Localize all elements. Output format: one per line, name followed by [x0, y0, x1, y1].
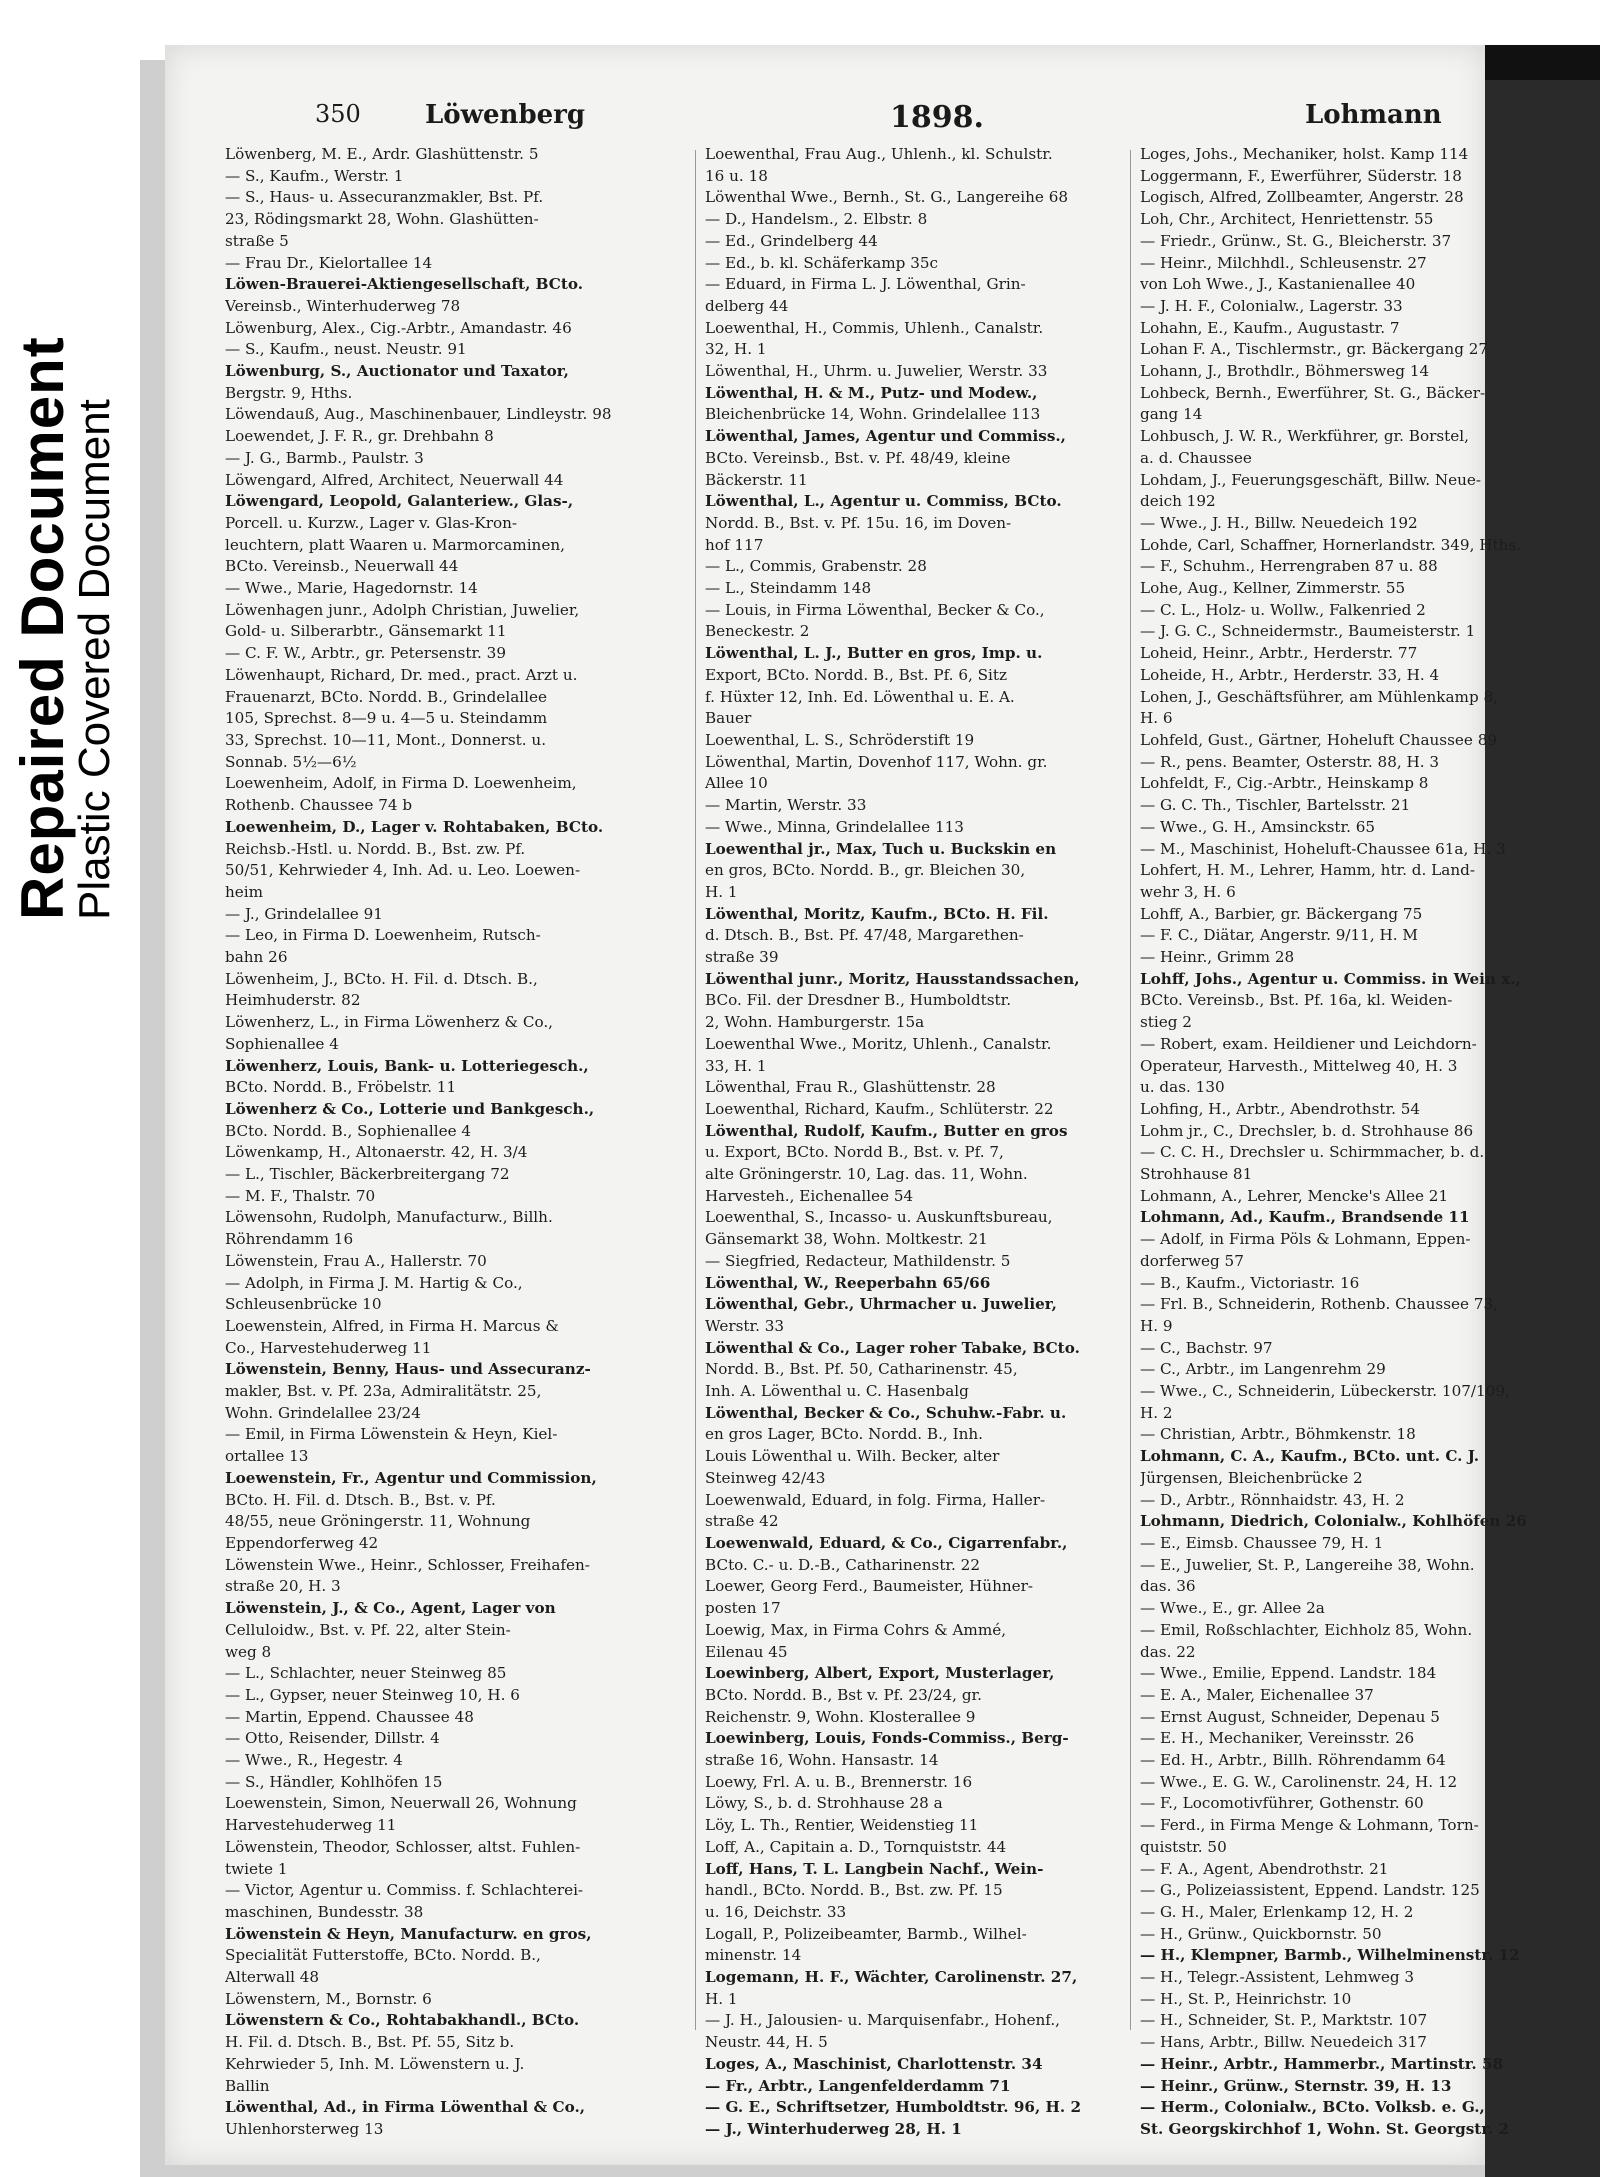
- directory-entry-line: Lohdam, J., Feuerungsgeschäft, Billw. Neue-: [1140, 470, 1482, 489]
- directory-entry-line: Nordd. B., Bst. Pf. 50, Catharinenstr. 45,: [705, 1360, 1018, 1379]
- directory-entry-line: BCto. C.- u. D.-B., Catharinenstr. 22: [705, 1555, 980, 1574]
- directory-entry-line: a. d. Chaussee: [1140, 448, 1252, 467]
- directory-entry-line: — D., Handelsm., 2. Elbstr. 8: [705, 210, 928, 229]
- directory-entry-line: Löwenthal, H., Uhrm. u. Juwelier, Werstr. 33: [705, 362, 1048, 381]
- directory-entry-line: Eppendorferweg 42: [225, 1534, 379, 1552]
- directory-entry-line: — Eduard, in Firma L. J. Löwenthal, Grin-: [705, 275, 1026, 294]
- directory-entry-line: — F. C., Diätar, Angerstr. 9/11, H. M: [1140, 926, 1418, 945]
- directory-entry-line: Löwenthal, Ad., in Firma Löwenthal & Co.,: [225, 2098, 586, 2117]
- directory-entry-line: — Wwe., R., Hegestr. 4: [225, 1751, 403, 1770]
- directory-entry-line: Lohbeck, Bernh., Ewerführer, St. G., Bäcker-: [1140, 383, 1486, 402]
- directory-entry-line: Loewinberg, Louis, Fonds-Commiss., Berg-: [705, 1729, 1069, 1748]
- directory-entry-line: Löwenherz, Louis, Bank- u. Lotteriegesch.,: [225, 1056, 589, 1075]
- directory-entry-line: H. Fil. d. Dtsch. B., Bst. Pf. 55, Sitz b.: [225, 2033, 515, 2052]
- directory-entry-line: Harvesteh., Eichenallee 54: [705, 1186, 914, 1205]
- directory-entry-line: Rothenb. Chaussee 74 b: [225, 796, 413, 815]
- directory-entry-line: — Ed., b. kl. Schäferkamp 35c: [705, 253, 939, 272]
- directory-entry-line: Löwenthal, Gebr., Uhrmacher u. Juwelier,: [705, 1295, 1057, 1314]
- directory-entry-line: Lohde, Carl, Schaffner, Hornerlandstr. 349, Hths.: [1140, 535, 1522, 554]
- directory-entry-line: — S., Händler, Kohlhöfen 15: [225, 1772, 443, 1791]
- directory-entry-line: Löwenthal, Frau R., Glashüttenstr. 28: [705, 1078, 996, 1097]
- directory-entry-line: Logisch, Alfred, Zollbeamter, Angerstr. 28: [1140, 188, 1464, 207]
- directory-entry-line: — G. H., Maler, Erlenkamp 12, H. 2: [1140, 1902, 1414, 1921]
- directory-entry-line: Lohmann, C. A., Kaufm., BCto. unt. C. J.: [1140, 1447, 1480, 1466]
- directory-entry-line: — S., Haus- u. Assecuranzmakler, Bst. Pf.: [225, 188, 544, 207]
- directory-entry-line: Löwengard, Alfred, Architect, Neuerwall 44: [225, 470, 564, 489]
- running-head-left: Löwenberg: [425, 100, 586, 130]
- directory-entry-line: 105, Sprechst. 8—9 u. 4—5 u. Steindamm: [225, 709, 548, 728]
- directory-entry-line: twiete 1: [225, 1859, 288, 1878]
- directory-entry-line: Co., Harvestehuderweg 11: [225, 1338, 432, 1357]
- directory-entry-line: Sonnab. 5½—6½: [225, 752, 357, 771]
- directory-entry-line: u. 16, Deichstr. 33: [705, 1902, 847, 1921]
- directory-entry-line: Loggermann, F., Ewerführer, Süderstr. 18: [1140, 166, 1462, 185]
- directory-entry-line: — E., Eimsb. Chaussee 79, H. 1: [1140, 1534, 1384, 1552]
- directory-entry-line: Lohfeld, Gust., Gärtner, Hoheluft Chaussee 89: [1140, 730, 1498, 749]
- directory-entry-line: Loewendet, J. F. R., gr. Drehbahn 8: [225, 427, 494, 446]
- directory-entry-line: Loewenstein, Fr., Agentur und Commission,: [225, 1468, 597, 1487]
- directory-entry-line: leuchtern, platt Waaren u. Marmorcaminen,: [225, 535, 565, 554]
- directory-entry-line: Loewenwald, Eduard, & Co., Cigarrenfabr.,: [705, 1534, 1068, 1552]
- directory-entry-line: — E. H., Mechaniker, Vereinsstr. 26: [1140, 1729, 1415, 1748]
- directory-entry-line: — Christian, Arbtr., Böhmkenstr. 18: [1140, 1425, 1416, 1444]
- directory-entry-line: Löwenstern, M., Bornstr. 6: [225, 1989, 432, 2008]
- directory-entry-line: Allee 10: [705, 774, 768, 793]
- directory-entry-line: Loewer, Georg Ferd., Baumeister, Hühner-: [705, 1577, 1034, 1596]
- directory-entry-line: 33, Sprechst. 10—11, Mont., Donnerst. u.: [225, 730, 547, 749]
- directory-entry-line: Specialität Futterstoffe, BCto. Nordd. B.,: [225, 1946, 541, 1965]
- directory-entry-line: — L., Tischler, Bäckerbreitergang 72: [225, 1165, 510, 1184]
- directory-entry-line: u. das. 130: [1140, 1078, 1225, 1097]
- directory-entry-line: — F., Locomotivführer, Gothenstr. 60: [1140, 1794, 1424, 1813]
- directory-entry-line: en gros Lager, BCto. Nordd. B., Inh.: [705, 1425, 983, 1444]
- directory-entry-line: Löwenherz & Co., Lotterie und Bankgesch.,: [225, 1099, 595, 1118]
- directory-entry-line: 23, Rödingsmarkt 28, Wohn. Glashütten-: [225, 210, 539, 229]
- scan-edge-top: [1485, 45, 1600, 80]
- directory-entry-line: weg 8: [225, 1642, 272, 1661]
- directory-entry-line: — S., Kaufm., neust. Neustr. 91: [225, 340, 467, 359]
- directory-entry-line: Löwenstein, Benny, Haus- und Assecuranz-: [225, 1360, 591, 1379]
- directory-entry-line: — J. G. C., Schneidermstr., Baumeisterstr. 1: [1140, 622, 1476, 641]
- directory-entry-line: u. Export, BCto. Nordd B., Bst. v. Pf. 7,: [705, 1143, 1004, 1162]
- directory-entry-line: Löwengard, Leopold, Galanteriew., Glas-,: [225, 492, 574, 511]
- directory-entry-line: Loewig, Max, in Firma Cohrs & Ammé,: [705, 1620, 1007, 1639]
- directory-entry-line: Neustr. 44, H. 5: [705, 2033, 828, 2052]
- directory-entry-line: Löwenthal & Co., Lager roher Tabake, BCto.: [705, 1338, 1080, 1357]
- directory-entry-line: Frauenarzt, BCto. Nordd. B., Grindelallee: [225, 687, 547, 706]
- directory-entry-line: — H., Telegr.-Assistent, Lehmweg 3: [1140, 1968, 1415, 1987]
- directory-entry-line: 33, H. 1: [705, 1056, 767, 1075]
- directory-entry-line: Kehrwieder 5, Inh. M. Löwenstern u. J.: [225, 2054, 525, 2073]
- directory-entry-line: — R., pens. Beamter, Osterstr. 88, H. 3: [1140, 752, 1440, 771]
- directory-entry-line: von Loh Wwe., J., Kastanienallee 40: [1140, 275, 1416, 294]
- directory-entry-line: Loheid, Heinr., Arbtr., Herderstr. 77: [1140, 644, 1418, 663]
- directory-entry-line: Inh. A. Löwenthal u. C. Hasenbalg: [705, 1382, 969, 1401]
- directory-entry-line: — Adolf, in Firma Pöls & Lohmann, Eppen-: [1140, 1230, 1471, 1249]
- directory-entry-line: Loewinberg, Albert, Export, Musterlager,: [705, 1664, 1055, 1683]
- column-divider: [695, 150, 696, 2030]
- directory-entry-line: — Heinr., Grimm 28: [1140, 948, 1295, 967]
- directory-entry-line: BCto. Nordd. B., Fröbelstr. 11: [225, 1078, 457, 1097]
- directory-entry-line: Celluloidw., Bst. v. Pf. 22, alter Stein-: [225, 1620, 511, 1639]
- directory-entry-line: deich 192: [1140, 492, 1216, 511]
- directory-entry-line: — C. F. W., Arbtr., gr. Petersenstr. 39: [225, 644, 507, 663]
- directory-entry-line: BCto. H. Fil. d. Dtsch. B., Bst. v. Pf.: [225, 1490, 496, 1509]
- directory-entry-line: — Adolph, in Firma J. M. Hartig & Co.,: [225, 1273, 523, 1292]
- directory-entry-line: Lohahn, E., Kaufm., Augustastr. 7: [1140, 318, 1400, 337]
- directory-entry-line: — Ernst August, Schneider, Depenau 5: [1140, 1707, 1440, 1726]
- directory-entry-line: Löwenstern & Co., Rohtabakhandl., BCto.: [225, 2011, 580, 2030]
- directory-entry-line: — Frau Dr., Kielortallee 14: [225, 253, 433, 272]
- directory-entry-line: stieg 2: [1140, 1013, 1192, 1032]
- directory-column-left: [225, 144, 675, 2141]
- directory-entry-line: — Leo, in Firma D. Loewenheim, Rutsch-: [225, 926, 541, 945]
- directory-entry-line: — H., St. P., Heinrichstr. 10: [1140, 1989, 1352, 2008]
- directory-entry-line: Löwensohn, Rudolph, Manufacturw., Billh.: [225, 1208, 553, 1227]
- directory-entry-line: H. 2: [1140, 1403, 1173, 1422]
- directory-entry-line: straße 39: [705, 948, 779, 967]
- directory-entry-line: makler, Bst. v. Pf. 23a, Admiralitätstr. 25,: [225, 1382, 542, 1401]
- directory-entry-line: dorferweg 57: [1140, 1251, 1244, 1270]
- directory-entry-line: — J. G., Barmb., Paulstr. 3: [225, 448, 424, 467]
- directory-entry-line: — G. C. Th., Tischler, Bartelsstr. 21: [1140, 796, 1411, 815]
- directory-entry-line: Lohfeldt, F., Cig.-Arbtr., Heinskamp 8: [1140, 774, 1429, 793]
- directory-entry-line: Lohfert, H. M., Lehrer, Hamm, htr. d. Land-: [1140, 861, 1475, 880]
- directory-entry-line: — F., Schuhm., Herrengraben 87 u. 88: [1140, 557, 1438, 576]
- directory-entry-line: St. Georgskirchhof 1, Wohn. St. Georgstr. 2: [1140, 2119, 1510, 2138]
- directory-entry-line: 16 u. 18: [705, 166, 768, 185]
- directory-entry-line: Lohff, Johs., Agentur u. Commiss. in Wein x.,: [1140, 969, 1521, 988]
- directory-entry-line: d. Dtsch. B., Bst. Pf. 47/48, Margarethen-: [705, 926, 1024, 945]
- directory-entry-line: — G., Polizeiassistent, Eppend. Landstr. 125: [1140, 1881, 1480, 1900]
- directory-entry-line: Gold- u. Silberarbtr., Gänsemarkt 11: [225, 622, 507, 641]
- directory-entry-line: Logemann, H. F., Wächter, Carolinenstr. 27,: [705, 1968, 1078, 1987]
- directory-entry-line: — Wwe., J. H., Billw. Neuedeich 192: [1140, 513, 1418, 532]
- directory-entry-line: das. 22: [1140, 1642, 1196, 1661]
- plastic-covered-label: Plastic Covered Document: [70, 399, 119, 920]
- directory-entry-line: Harvestehuderweg 11: [225, 1816, 397, 1835]
- directory-entry-line: das. 36: [1140, 1577, 1196, 1596]
- directory-entry-line: Loewenthal, S., Incasso- u. Auskunftsbureau,: [705, 1208, 1053, 1227]
- running-head-right: Lohmann: [1305, 100, 1442, 130]
- directory-entry-line: — Wwe., Emilie, Eppend. Landstr. 184: [1140, 1664, 1437, 1683]
- directory-entry-line: — Wwe., Minna, Grindelallee 113: [705, 817, 964, 836]
- directory-entry-line: Löwenburg, Alex., Cig.-Arbtr., Amandastr. 46: [225, 318, 572, 337]
- directory-entry-line: 50/51, Kehrwieder 4, Inh. Ad. u. Leo. Loewen-: [225, 861, 581, 880]
- directory-entry-line: — C., Arbtr., im Langenrehm 29: [1140, 1360, 1386, 1379]
- directory-entry-line: BCto. Nordd. B., Bst v. Pf. 23/24, gr.: [705, 1685, 982, 1704]
- directory-entry-line: Bleichenbrücke 14, Wohn. Grindelallee 113: [705, 405, 1041, 424]
- directory-entry-line: Werstr. 33: [705, 1316, 785, 1335]
- directory-entry-line: — Wwe., E., gr. Allee 2a: [1140, 1599, 1325, 1618]
- directory-entry-line: Alterwall 48: [225, 1968, 320, 1987]
- directory-entry-line: bahn 26: [225, 948, 288, 967]
- directory-entry-line: minenstr. 14: [705, 1946, 802, 1965]
- directory-entry-line: — G. E., Schriftsetzer, Humboldtstr. 96, H. 2: [705, 2098, 1082, 2117]
- directory-entry-line: gang 14: [1140, 405, 1203, 424]
- directory-entry-line: 32, H. 1: [705, 340, 767, 359]
- directory-entry-line: H. 9: [1140, 1316, 1173, 1335]
- page-number: 350: [315, 100, 361, 128]
- directory-entry-line: Schleusenbrücke 10: [225, 1295, 382, 1314]
- directory-entry-line: — S., Kaufm., Werstr. 1: [225, 166, 404, 185]
- directory-entry-line: — Ed., Grindelberg 44: [705, 231, 878, 250]
- directory-entry-line: — E., Juwelier, St. P., Langereihe 38, Wohn.: [1140, 1555, 1475, 1574]
- directory-entry-line: maschinen, Bundesstr. 38: [225, 1902, 424, 1921]
- directory-entry-line: BCto. Vereinsb., Bst. v. Pf. 48/49, kleine: [705, 448, 1011, 467]
- directory-entry-line: Loewenstein, Simon, Neuerwall 26, Wohnung: [225, 1794, 577, 1813]
- directory-entry-line: — Emil, Roßschlachter, Eichholz 85, Wohn.: [1140, 1620, 1473, 1639]
- directory-entry-line: — Louis, in Firma Löwenthal, Becker & Co.,: [705, 600, 1045, 619]
- directory-entry-line: — Herm., Colonialw., BCto. Volksb. e. G.,: [1140, 2098, 1485, 2117]
- directory-entry-line: Heimhuderstr. 82: [225, 991, 361, 1010]
- directory-entry-line: straße 20, H. 3: [225, 1577, 341, 1596]
- directory-entry-line: Eilenau 45: [705, 1642, 788, 1661]
- directory-entry-line: Reichsb.-Hstl. u. Nordd. B., Bst. zw. Pf.: [225, 839, 526, 858]
- directory-entry-line: Uhlenhorsterweg 13: [225, 2119, 384, 2138]
- directory-entry-line: — E. A., Maler, Eichenallee 37: [1140, 1685, 1374, 1704]
- directory-entry-line: straße 5: [225, 231, 289, 250]
- directory-entry-line: — Wwe., C., Schneiderin, Lübeckerstr. 107/109,: [1140, 1382, 1510, 1401]
- directory-entry-line: straße 42: [705, 1512, 779, 1531]
- directory-entry-line: H. 6: [1140, 709, 1173, 728]
- directory-entry-line: Loff, A., Capitain a. D., Tornquiststr. 44: [705, 1837, 1007, 1856]
- directory-entry-line: — L., Steindamm 148: [705, 579, 872, 598]
- directory-entry-line: BCto. Nordd. B., Sophienallee 4: [225, 1121, 472, 1140]
- directory-entry-line: en gros, BCto. Nordd. B., gr. Bleichen 30,: [705, 861, 1026, 880]
- directory-entry-line: Reichenstr. 9, Wohn. Klosterallee 9: [705, 1707, 976, 1726]
- directory-entry-line: Röhrendamm 16: [225, 1230, 354, 1249]
- directory-entry-line: Louis Löwenthal u. Wilh. Becker, alter: [705, 1447, 1000, 1466]
- directory-entry-line: Export, BCto. Nordd. B., Bst. Pf. 6, Sitz: [705, 665, 1008, 684]
- directory-entry-line: Löy, L. Th., Rentier, Weidenstieg 11: [705, 1816, 979, 1835]
- directory-entry-line: — M. F., Thalstr. 70: [225, 1186, 376, 1205]
- directory-entry-line: — Frl. B., Schneiderin, Rothenb. Chaussee 73,: [1140, 1295, 1498, 1314]
- directory-entry-line: — L., Commis, Grabenstr. 28: [705, 557, 927, 576]
- directory-entry-line: Lohen, J., Geschäftsführer, am Mühlenkamp 8,: [1140, 687, 1499, 706]
- directory-entry-line: Löwenburg, S., Auctionator und Taxator,: [225, 362, 569, 381]
- directory-entry-line: — B., Kaufm., Victoriastr. 16: [1140, 1273, 1360, 1292]
- directory-entry-line: — Robert, exam. Heildiener und Leichdorn-: [1140, 1034, 1477, 1053]
- directory-entry-line: Löwenstein, Theodor, Schlosser, altst. Fuhlen-: [225, 1837, 581, 1856]
- directory-entry-line: wehr 3, H. 6: [1140, 882, 1236, 901]
- directory-entry-line: — J. H. F., Colonialw., Lagerstr. 33: [1140, 296, 1403, 315]
- directory-entry-line: — L., Schlachter, neuer Steinweg 85: [225, 1664, 507, 1683]
- directory-entry-line: — Martin, Werstr. 33: [705, 796, 867, 815]
- directory-entry-line: — H., Schneider, St. P., Marktstr. 107: [1140, 2011, 1428, 2030]
- directory-entry-line: ortallee 13: [225, 1447, 309, 1466]
- directory-entry-line: Vereinsb., Winterhuderweg 78: [225, 296, 461, 315]
- directory-entry-line: Loges, A., Maschinist, Charlottenstr. 34: [705, 2054, 1043, 2073]
- directory-entry-line: Loges, Johs., Mechaniker, holst. Kamp 114: [1140, 145, 1469, 163]
- directory-entry-line: Lohan F. A., Tischlermstr., gr. Bäckergang 27: [1140, 340, 1489, 359]
- directory-entry-line: Löwenthal, Martin, Dovenhof 117, Wohn. gr.: [705, 752, 1048, 771]
- directory-entry-line: Loewenthal, Frau Aug., Uhlenh., kl. Schulstr.: [705, 145, 1053, 163]
- directory-entry-line: Lohmann, Ad., Kaufm., Brandsende 11: [1140, 1208, 1470, 1227]
- directory-entry-line: Loh, Chr., Architect, Henriettenstr. 55: [1140, 210, 1434, 229]
- directory-entry-line: — L., Gypser, neuer Steinweg 10, H. 6: [225, 1685, 520, 1704]
- directory-entry-line: Lohmann, Diedrich, Colonialw., Kohlhöfen 26: [1140, 1512, 1527, 1531]
- directory-entry-line: Loewenheim, Adolf, in Firma D. Loewenheim,: [225, 774, 577, 793]
- directory-entry-line: Sophienallee 4: [225, 1034, 339, 1053]
- directory-entry-line: Loewenthal, H., Commis, Uhlenh., Canalstr.: [705, 318, 1044, 337]
- directory-entry-line: — J., Grindelallee 91: [225, 904, 383, 923]
- directory-entry-line: Bauer: [705, 709, 752, 728]
- directory-entry-line: Loewenheim, D., Lager v. Rohtabaken, BCto.: [225, 817, 604, 836]
- directory-entry-line: — J. H., Jalousien- u. Marquisenfabr., Hohenf.,: [705, 2011, 1060, 2030]
- directory-entry-line: Löwenthal junr., Moritz, Hausstandssachen,: [705, 969, 1080, 988]
- directory-entry-line: — Friedr., Grünw., St. G., Bleicherstr. 37: [1140, 231, 1452, 250]
- directory-entry-line: Loewenthal, Richard, Kaufm., Schlüterstr. 22: [705, 1099, 1054, 1118]
- directory-entry-line: Löwenstein, J., & Co., Agent, Lager von: [225, 1599, 556, 1618]
- directory-entry-line: Löwenstein & Heyn, Manufacturw. en gros,: [225, 1924, 592, 1943]
- directory-entry-line: Löwenstein Wwe., Heinr., Schlosser, Freihafen-: [225, 1555, 590, 1574]
- directory-entry-line: — C., Bachstr. 97: [1140, 1338, 1273, 1357]
- directory-entry-line: handl., BCto. Nordd. B., Bst. zw. Pf. 15: [705, 1881, 1003, 1900]
- directory-entry-line: — Otto, Reisender, Dillstr. 4: [225, 1729, 440, 1748]
- directory-entry-line: — Ed. H., Arbtr., Billh. Röhrendamm 64: [1140, 1751, 1446, 1770]
- directory-entry-line: Steinweg 42/43: [705, 1468, 826, 1487]
- directory-entry-line: — Fr., Arbtr., Langenfelderdamm 71: [705, 2076, 1011, 2095]
- directory-entry-line: Operateur, Harvesth., Mittelweg 40, H. 3: [1140, 1056, 1458, 1075]
- directory-entry-line: Löwenhagen junr., Adolph Christian, Juwelier,: [225, 600, 580, 619]
- directory-entry-line: — Heinr., Milchhdl., Schleusenstr. 27: [1140, 253, 1427, 272]
- directory-entry-line: Beneckestr. 2: [705, 622, 810, 641]
- directory-entry-line: Löwenthal, H. & M., Putz- und Modew.,: [705, 383, 1038, 402]
- directory-entry-line: Löwenthal, Becker & Co., Schuhw.-Fabr. u.: [705, 1403, 1067, 1422]
- directory-entry-line: Lohm jr., C., Drechsler, b. d. Strohhause 86: [1140, 1121, 1474, 1140]
- directory-entry-line: Löwenberg, M. E., Ardr. Glashüttenstr. 5: [225, 145, 539, 163]
- directory-entry-line: Löwenthal, James, Agentur und Commiss.,: [705, 427, 1066, 446]
- directory-entry-line: — Siegfried, Redacteur, Mathildenstr. 5: [705, 1251, 1011, 1270]
- directory-entry-line: quiststr. 50: [1140, 1837, 1227, 1856]
- directory-entry-line: Löwenheim, J., BCto. H. Fil. d. Dtsch. B.,: [225, 969, 538, 988]
- directory-entry-line: — Victor, Agentur u. Commiss. f. Schlachterei-: [225, 1881, 584, 1900]
- directory-entry-line: Strohhause 81: [1140, 1165, 1253, 1184]
- directory-entry-line: Löwenthal, Rudolf, Kaufm., Butter en gros: [705, 1121, 1068, 1140]
- directory-entry-line: Löwenthal, L. J., Butter en gros, Imp. u.: [705, 644, 1043, 663]
- directory-entry-line: Loewenthal Wwe., Moritz, Uhlenh., Canalstr.: [705, 1034, 1052, 1053]
- directory-entry-line: — M., Maschinist, Hoheluft-Chaussee 61a, H. 3: [1140, 839, 1506, 858]
- directory-entry-line: heim: [225, 882, 264, 901]
- running-head-year: 1898.: [890, 100, 984, 135]
- directory-entry-line: delberg 44: [705, 296, 789, 315]
- directory-entry-line: — F. A., Agent, Abendrothstr. 21: [1140, 1859, 1389, 1878]
- directory-entry-line: — J., Winterhuderweg 28, H. 1: [705, 2119, 962, 2138]
- directory-entry-line: Löwenherz, L., in Firma Löwenherz & Co.,: [225, 1013, 554, 1032]
- directory-entry-line: Loff, Hans, T. L. Langbein Nachf., Wein-: [705, 1859, 1044, 1878]
- directory-entry-line: Ballin: [225, 2076, 270, 2095]
- directory-entry-line: H. 1: [705, 1989, 738, 2008]
- directory-entry-line: hof 117: [705, 535, 764, 554]
- directory-entry-line: — Wwe., G. H., Amsinckstr. 65: [1140, 817, 1376, 836]
- directory-entry-line: f. Hüxter 12, Inh. Ed. Löwenthal u. E. A.: [705, 687, 1015, 706]
- directory-entry-line: 48/55, neue Gröningerstr. 11, Wohnung: [225, 1512, 531, 1531]
- directory-entry-line: Bergstr. 9, Hths.: [225, 383, 353, 402]
- directory-entry-line: Lohbusch, J. W. R., Werkführer, gr. Borstel,: [1140, 427, 1469, 446]
- directory-entry-line: — C. L., Holz- u. Wollw., Falkenried 2: [1140, 600, 1426, 619]
- directory-entry-line: — Ferd., in Firma Menge & Lohmann, Torn-: [1140, 1816, 1479, 1835]
- directory-entry-line: alte Gröningerstr. 10, Lag. das. 11, Wohn.: [705, 1165, 1028, 1184]
- directory-entry-line: Gänsemarkt 38, Wohn. Moltkestr. 21: [705, 1230, 988, 1249]
- directory-column-right: [1140, 144, 1535, 2141]
- directory-entry-line: Lohann, J., Brothdlr., Böhmersweg 14: [1140, 362, 1430, 381]
- directory-entry-line: Lohmann, A., Lehrer, Mencke's Allee 21: [1140, 1186, 1449, 1205]
- directory-column-middle: [705, 144, 1145, 2141]
- directory-entry-line: — Wwe., E. G. W., Carolinenstr. 24, H. 12: [1140, 1772, 1458, 1791]
- directory-entry-line: — Emil, in Firma Löwenstein & Heyn, Kiel-: [225, 1425, 558, 1444]
- directory-entry-line: Löwendauß, Aug., Maschinenbauer, Lindleystr. 98: [225, 405, 612, 424]
- directory-entry-line: Löwenthal, L., Agentur u. Commiss, BCto.: [705, 492, 1062, 511]
- directory-entry-line: Lohe, Aug., Kellner, Zimmerstr. 55: [1140, 579, 1406, 598]
- directory-entry-line: — H., Grünw., Quickbornstr. 50: [1140, 1924, 1382, 1943]
- directory-entry-line: — Martin, Eppend. Chaussee 48: [225, 1707, 474, 1726]
- directory-entry-line: Löwenkamp, H., Altonaerstr. 42, H. 3/4: [225, 1143, 528, 1162]
- directory-entry-line: — Heinr., Grünw., Sternstr. 39, H. 13: [1140, 2076, 1452, 2095]
- directory-entry-line: BCo. Fil. der Dresdner B., Humboldtstr.: [705, 991, 1012, 1010]
- directory-entry-line: Loewenstein, Alfred, in Firma H. Marcus &: [225, 1316, 559, 1335]
- directory-entry-line: straße 16, Wohn. Hansastr. 14: [705, 1751, 939, 1770]
- directory-entry-line: BCto. Vereinsb., Neuerwall 44: [225, 557, 459, 576]
- directory-entry-line: — Wwe., Marie, Hagedornstr. 14: [225, 579, 478, 598]
- directory-entry-line: Löwen-Brauerei-Aktiengesellschaft, BCto.: [225, 275, 584, 294]
- directory-entry-line: Loewenwald, Eduard, in folg. Firma, Haller-: [705, 1490, 1046, 1509]
- directory-entry-line: Wohn. Grindelallee 23/24: [225, 1403, 421, 1422]
- directory-entry-line: Logall, P., Polizeibeamter, Barmb., Wilhel-: [705, 1924, 1027, 1943]
- directory-entry-line: Lohfing, H., Arbtr., Abendrothstr. 54: [1140, 1099, 1421, 1118]
- document-stamp-label: [8, 40, 138, 940]
- directory-entry-line: Jürgensen, Bleichenbrücke 2: [1140, 1468, 1363, 1487]
- directory-entry-line: — Heinr., Arbtr., Hammerbr., Martinstr. 58: [1140, 2054, 1504, 2073]
- directory-entry-line: Löwy, S., b. d. Strohhause 28 a: [705, 1794, 943, 1813]
- directory-entry-line: Löwenhaupt, Richard, Dr. med., pract. Arzt u.: [225, 665, 578, 684]
- directory-entry-line: Loewy, Frl. A. u. B., Brennerstr. 16: [705, 1772, 973, 1791]
- directory-entry-line: — D., Arbtr., Rönnhaidstr. 43, H. 2: [1140, 1490, 1405, 1509]
- directory-entry-line: — Hans, Arbtr., Billw. Neuedeich 317: [1140, 2033, 1427, 2052]
- directory-entry-line: Loewenthal jr., Max, Tuch u. Buckskin en: [705, 839, 1057, 858]
- directory-entry-line: BCto. Vereinsb., Bst. Pf. 16a, kl. Weiden-: [1140, 991, 1453, 1010]
- directory-entry-line: Löwenstein, Frau A., Hallerstr. 70: [225, 1251, 487, 1270]
- directory-entry-line: — C. C. H., Drechsler u. Schirmmacher, b. d.: [1140, 1143, 1485, 1162]
- directory-entry-line: Lohff, A., Barbier, gr. Bäckergang 75: [1140, 904, 1423, 923]
- directory-entry-line: Löwenthal, W., Reeperbahn 65/66: [705, 1273, 991, 1292]
- directory-entry-line: Löwenthal Wwe., Bernh., St. G., Langereihe 68: [705, 188, 1069, 207]
- directory-entry-line: — H., Klempner, Barmb., Wilhelminenstr. 12: [1140, 1946, 1520, 1965]
- directory-entry-line: Bäckerstr. 11: [705, 470, 808, 489]
- directory-entry-line: posten 17: [705, 1599, 781, 1618]
- directory-entry-line: 2, Wohn. Hamburgerstr. 15a: [705, 1013, 925, 1032]
- directory-entry-line: Löwenthal, Moritz, Kaufm., BCto. H. Fil.: [705, 904, 1049, 923]
- directory-entry-line: Nordd. B., Bst. v. Pf. 15u. 16, im Doven-: [705, 513, 1012, 532]
- directory-entry-line: Porcell. u. Kurzw., Lager v. Glas-Kron-: [225, 513, 518, 532]
- directory-entry-line: Loheide, H., Arbtr., Herderstr. 33, H. 4: [1140, 665, 1440, 684]
- directory-entry-line: H. 1: [705, 882, 738, 901]
- repaired-document-label: Repaired Document: [9, 336, 76, 920]
- directory-entry-line: Loewenthal, L. S., Schröderstift 19: [705, 730, 975, 749]
